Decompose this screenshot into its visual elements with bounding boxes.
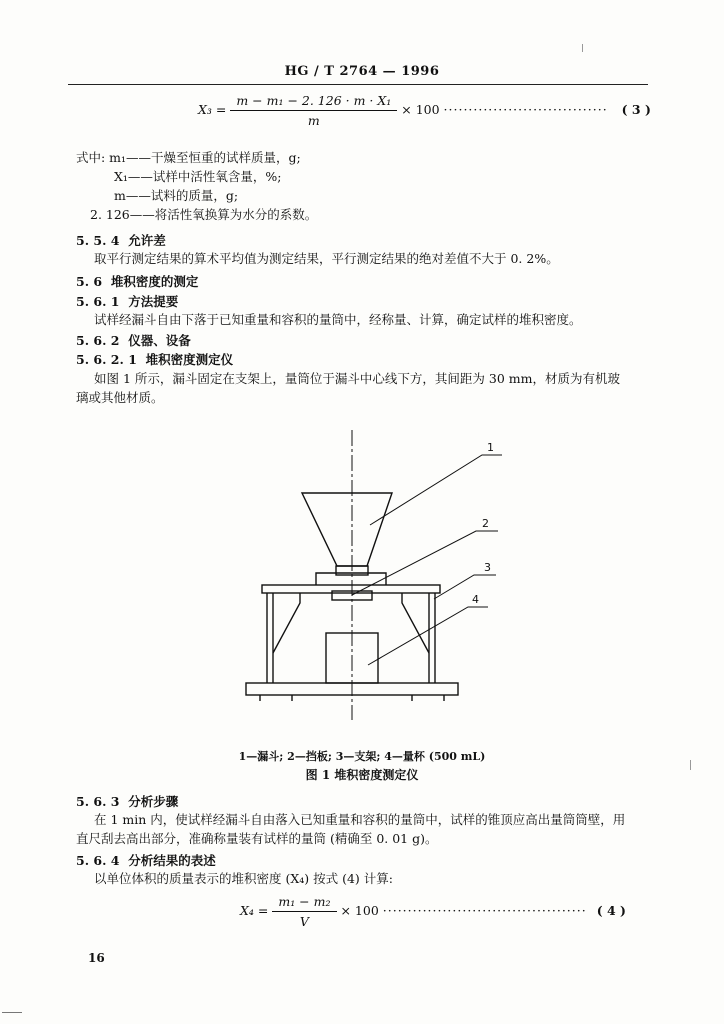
formula-3-lhs: X₃ = — [198, 102, 227, 117]
section-5-6-2-1-text-line1: 如图 1 所示，漏斗固定在支架上，量筒位于漏斗中心线下方，其间距为 30 mm，材质为有机玻 — [94, 371, 620, 386]
section-number: 5. 6. 2 — [76, 333, 120, 348]
section-number: 5. 6. 4 — [76, 853, 120, 868]
section-5-5-4-text: 取平行测定结果的算术平均值为测定结果，平行测定结果的绝对差值不大于 0. 2%。 — [94, 251, 559, 266]
figure-label-3: 3 — [484, 561, 491, 574]
leader-line-1 — [370, 455, 502, 525]
formula-4-numerator: m₁ − m₂ — [272, 894, 336, 912]
section-title: 分析步骤 — [128, 794, 179, 809]
section-5-6-3-heading — [76, 792, 178, 810]
section-5-6-4-text: 以单位体积的质量表示的堆积密度 (X₄) 按式 (4) 计算: — [94, 871, 393, 886]
section-number: 5. 6. 3 — [76, 794, 120, 809]
section-5-6-3-text-line1: 在 1 min 内，使试样经漏斗自由落入已知重量和容积的量筒中，试样的锥顶应高出量筒筒壁，用 — [94, 812, 626, 827]
section-title: 仪器、设备 — [128, 333, 191, 348]
section-5-6-3-text-line2: 直尺刮去高出部分，准确称量装有试样的量筒 (精确至 0. 01 g)。 — [76, 831, 438, 846]
formula-3-denominator: m — [307, 113, 320, 128]
section-title: 堆积密度测定仪 — [145, 352, 234, 367]
figure-label-2: 2 — [482, 517, 489, 530]
figure-legend: 1—漏斗; 2—挡板; 3—支架; 4—量杯 (500 mL) — [238, 750, 486, 763]
formula-4-multiplier: × 100 — [340, 903, 379, 918]
header-rule — [68, 84, 648, 85]
formula-4 — [240, 894, 626, 929]
scan-speck — [582, 44, 583, 52]
section-5-6-4-heading — [76, 851, 216, 869]
formula-4-lhs: X₄ = — [240, 903, 269, 918]
section-title: 堆积密度的测定 — [110, 274, 199, 289]
definition-m: m——试料的质量，g; — [114, 188, 239, 203]
funnel-shape — [302, 493, 392, 566]
section-5-6-2-heading — [76, 331, 191, 349]
section-5-6-1-heading — [76, 292, 178, 310]
definition-m1: 式中: m₁——干燥至恒重的试样质量，g; — [76, 150, 301, 165]
stand-top-plate — [262, 585, 440, 593]
definition-x1: X₁——试样中活性氧含量，%; — [114, 169, 282, 184]
section-5-5-4-heading — [76, 231, 166, 249]
document-code-header: HG / T 2764 — 1996 — [284, 64, 440, 79]
formula-4-denominator: V — [299, 914, 309, 929]
page-number: 16 — [88, 951, 105, 965]
section-title: 分析结果的表述 — [128, 853, 216, 868]
figure-1-apparatus-diagram — [220, 425, 520, 725]
section-5-6-1-text: 试样经漏斗自由下落于已知重量和容积的量筒中，经称量、计算，确定试样的堆积密度。 — [94, 312, 582, 327]
section-number: 5. 6. 1 — [76, 294, 120, 309]
section-5-6-2-1-heading — [76, 350, 233, 368]
figure-label-4: 4 — [472, 593, 479, 606]
formula-3-multiplier: × 100 — [401, 102, 440, 117]
formula-4-leader-dots: ········································· — [382, 903, 587, 918]
definition-coefficient: 2. 126——将活性氧换算为水分的系数。 — [90, 207, 318, 222]
brace-right — [402, 593, 429, 653]
section-title: 方法提要 — [128, 294, 179, 309]
section-5-6-heading — [76, 272, 198, 290]
section-number: 5. 5. 4 — [76, 233, 120, 248]
formula-3 — [198, 93, 651, 128]
formula-4-fraction — [272, 894, 336, 929]
section-number: 5. 6. 2. 1 — [76, 352, 137, 367]
figure-caption: 图 1 堆积密度测定仪 — [305, 768, 419, 782]
section-number: 5. 6 — [76, 274, 103, 289]
figure-label-1: 1 — [487, 441, 494, 454]
leader-line-3 — [434, 575, 496, 599]
leader-line-4 — [368, 607, 488, 665]
formula-3-numerator: m − m₁ − 2. 126 · m · X₁ — [230, 93, 397, 111]
formula-3-leader-dots: ································· — [443, 102, 608, 117]
formula-3-fraction — [230, 93, 397, 128]
formula-4-number: ( 4 ) — [596, 903, 626, 918]
section-title: 允许差 — [128, 233, 166, 248]
scan-edge-mark — [2, 1012, 22, 1013]
formula-3-number: ( 3 ) — [621, 102, 651, 117]
section-5-6-2-1-text-line2: 璃或其他材质。 — [76, 390, 164, 405]
brace-left — [273, 593, 300, 653]
scan-speck — [690, 760, 691, 770]
